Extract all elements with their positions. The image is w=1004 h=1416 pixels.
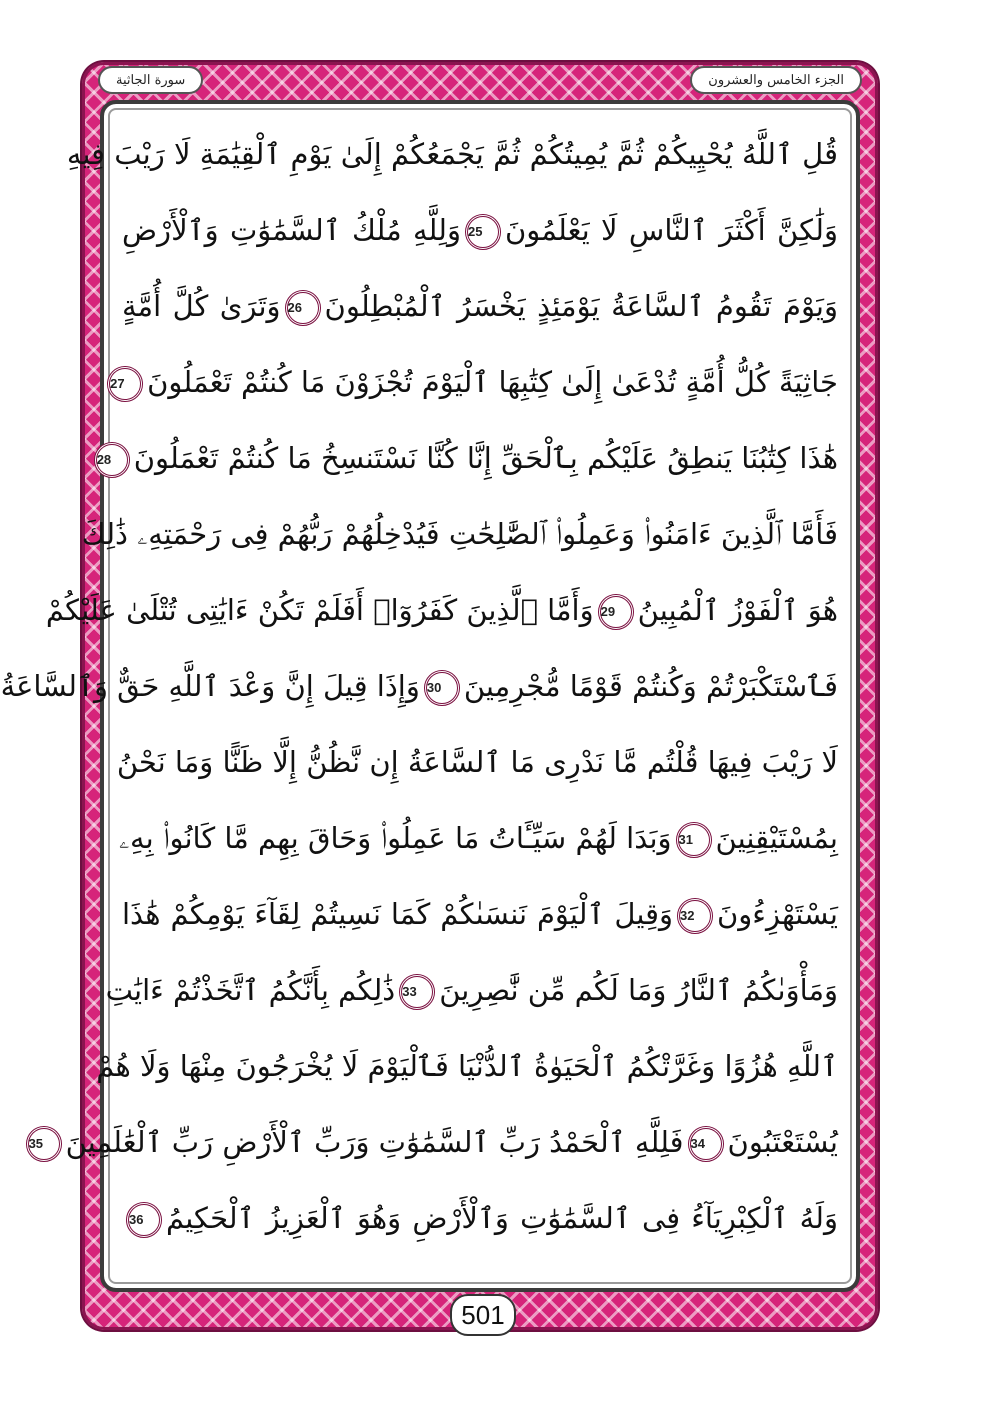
ayah-text: بِمُسْتَيْقِنِينَ [715,821,838,855]
juz-label: الجزء الخامس والعشرون [708,72,844,88]
ayah-text: فَٱسْتَكْبَرْتُمْ وَكُنتُمْ قَوْمًا مُّجْرِمِينَ [463,669,838,703]
text-line-1 [66,116,838,192]
ayah-number-marker: 27 [107,366,143,402]
ayah-number-marker: 32 [677,898,713,934]
ayah-text: يَسْتَهْزِءُونَ [717,897,838,931]
text-line-6 [81,496,838,572]
text-line-7 [45,572,838,648]
text-line-10 [119,800,838,876]
ayah-text: وَتَرَىٰ كُلَّ أُمَّةٍ [122,289,281,323]
ayah-text: وَلَٰكِنَّ أَكْثَرَ ٱلنَّاسِ لَا يَعْلَمُونَ [504,213,838,247]
text-line-9 [116,724,838,800]
ayah-number-marker: 28 [94,442,130,478]
surah-label: سورة الجاثية [116,72,186,88]
ayah-text: ذَٰلِكُم بِأَنَّكُمُ ٱتَّخَذْتُمْ ءَايَٰتِ [105,973,396,1007]
text-line-3 [122,268,838,344]
text-line-12 [105,952,838,1028]
ayah-number-marker: 35 [26,1126,62,1162]
surah-name-cartouche [98,66,203,94]
ayah-number-marker: 30 [424,670,460,706]
ayah-text: وَأَمَّا ٱلَّذِينَ كَفَرُوٓا۟ أَفَلَمْ تَكُنْ ءَايَٰتِى تُتْلَىٰ عَلَيْكُمْ [45,593,594,627]
ayah-number-marker: 36 [126,1202,162,1238]
ayah-text: يُسْتَعْتَبُونَ [727,1125,838,1159]
ayah-text: وَبَدَا لَهُمْ سَيِّـَٔاتُ مَا عَمِلُوا۟ وَحَاقَ بِهِم مَّا كَانُوا۟ بِهِۦ [119,821,672,855]
ayah-text: هُوَ ٱلْفَوْزُ ٱلْمُبِينُ [637,593,838,627]
page-number: 501 [450,1294,516,1336]
text-line-14 [28,1104,838,1180]
text-line-2 [122,192,838,268]
ayah-text: لَا رَيْبَ فِيهَا قُلْتُم مَّا نَدْرِى مَا ٱلسَّاعَةُ إِن نَّظُنُّ إِلَّا ظَنًّا وَمَا نَحْنُ [116,745,838,779]
ayah-text: فَلِلَّهِ ٱلْحَمْدُ رَبِّ ٱلسَّمَٰوَٰتِ وَرَبِّ ٱلْأَرْضِ رَبِّ ٱلْعَٰلَمِينَ [65,1125,684,1159]
ayah-number-marker: 29 [598,594,634,630]
text-line-11 [122,876,838,952]
quran-text-panel [0,100,860,1292]
ayah-number-marker: 26 [285,290,321,326]
ayah-number-marker: 31 [676,822,712,858]
ayah-text: وَلِلَّهِ مُلْكُ ٱلسَّمَٰوَٰتِ وَٱلْأَرْضِ [122,213,461,247]
ayah-text: وَمَأْوَىٰكُمُ ٱلنَّارُ وَمَا لَكُم مِّن نَّٰصِرِينَ [439,973,838,1007]
text-line-4 [110,344,838,420]
page-header [98,66,862,94]
ayah-number-marker: 34 [688,1126,724,1162]
ayah-number-marker: 33 [399,974,435,1010]
ayah-text: وَقِيلَ ٱلْيَوْمَ نَنسَىٰكُمْ كَمَا نَسِيتُمْ لِقَآءَ يَوْمِكُمْ هَٰذَا [122,897,673,931]
text-line-8 [0,648,838,724]
text-line-15 [122,1180,838,1256]
ayah-text: فَأَمَّا ٱلَّذِينَ ءَامَنُوا۟ وَعَمِلُوا۟ ٱلصَّٰلِحَٰتِ فَيُدْخِلُهُمْ رَبُّهُمْ فِى رَحْمَتِهِۦ ذَٰلِكَ [81,517,838,551]
text-line-5 [96,420,838,496]
ayah-text: جَاثِيَةً كُلُّ أُمَّةٍ تُدْعَىٰ إِلَىٰ كِتَٰبِهَا ٱلْيَوْمَ تُجْزَوْنَ مَا كُنتُمْ تَعْمَلُونَ [147,365,838,399]
ayah-text: وَيَوْمَ تَقُومُ ٱلسَّاعَةُ يَوْمَئِذٍ يَخْسَرُ ٱلْمُبْطِلُونَ [324,289,838,323]
ayah-text: ٱللَّهِ هُزُوًا وَغَرَّتْكُمُ ٱلْحَيَوٰةُ ٱلدُّنْيَا فَٱلْيَوْمَ لَا يُخْرَجُونَ مِنْهَا وَلَا هُمْ [96,1049,838,1083]
ayah-text: وَإِذَا قِيلَ إِنَّ وَعْدَ ٱللَّهِ حَقٌّ وَٱلسَّاعَةُ [0,669,420,703]
ayah-text: قُلِ ٱللَّهُ يُحْيِيكُمْ ثُمَّ يُمِيتُكُمْ ثُمَّ يَجْمَعُكُمْ إِلَىٰ يَوْمِ ٱلْقِيَٰمَةِ لَا رَيْبَ فِيهِ [66,137,838,171]
ayah-number-marker: 25 [465,214,501,250]
juz-name-cartouche [690,66,862,94]
text-line-13 [96,1028,838,1104]
ayah-text: وَلَهُ ٱلْكِبْرِيَآءُ فِى ٱلسَّمَٰوَٰتِ وَٱلْأَرْضِ وَهُوَ ٱلْعَزِيزُ ٱلْحَكِيمُ [166,1201,838,1235]
ayah-text: هَٰذَا كِتَٰبُنَا يَنطِقُ عَلَيْكُم بِٱلْحَقِّ إِنَّا كُنَّا نَسْتَنسِخُ مَا كُنتُمْ تَعْمَلُونَ [133,441,838,475]
